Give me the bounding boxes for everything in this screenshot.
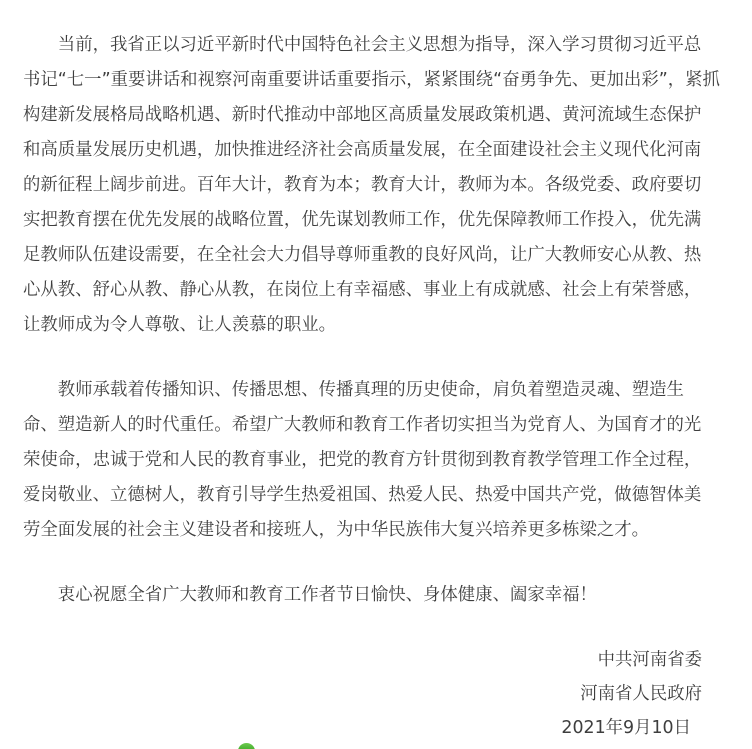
text-line: 教师承载着传播知识、传播思想、传播真理的历史使命，肩负着塑造灵魂、塑造生 [57, 380, 684, 400]
text-line: 书记“七一”重要讲话和视察河南重要讲话重要指示，紧紧围绕“奋勇争先、更加出彩”，紧抓 [23, 70, 720, 90]
signature-date: 2021年9月10日 [561, 718, 691, 738]
text-line: 的新征程上阔步前进。百年大计，教育为本；教育大计，教师为本。各级党委、政府要切 [23, 175, 702, 195]
text-line: 实把教育摆在优先发展的战略位置，优先谋划教师工作，优先保障教师工作投入，优先满 [23, 210, 702, 230]
text-line: 爱岗敬业、立德树人，教育引导学生热爱祖国、热爱人民、热爱中国共产党，做德智体美 [23, 485, 702, 505]
paragraph-2 [23, 373, 717, 548]
signature-block [23, 643, 717, 745]
text-line: 让教师成为令人尊敬、让人羡慕的职业。 [23, 315, 337, 335]
text-line: 足教师队伍建设需要，在全社会大力倡导尊师重教的良好风尚，让广大教师安心从教、热 [23, 245, 702, 265]
text-line: 和高质量发展历史机遇，加快推进经济社会高质量发展，在全面建设社会主义现代化河南 [23, 140, 702, 160]
text-line: 衷心祝愿全省广大教师和教育工作者节日愉快、身体健康、阖家幸福！ [57, 585, 597, 605]
paragraph-1 [23, 28, 720, 343]
paragraph-3 [23, 578, 717, 613]
signature-org-government: 河南省人民政府 [580, 684, 702, 704]
signature-org-party: 中共河南省委 [597, 650, 702, 670]
text-line: 心从教、舒心从教、静心从教，在岗位上有幸福感、事业上有成就感、社会上有荣誉感， [23, 280, 702, 300]
text-line: 构建新发展格局战略机遇、新时代推动中部地区高质量发展政策机遇、黄河流域生态保护 [23, 105, 702, 125]
text-line: 荣使命，忠诚于党和人民的教育事业，把党的教育方针贯彻到教育教学管理工作全过程， [23, 450, 702, 470]
text-line: 劳全面发展的社会主义建设者和接班人，为中华民族伟大复兴培养更多栋梁之才。 [23, 520, 650, 540]
text-line: 当前，我省正以习近平新时代中国特色社会主义思想为指导，深入学习贯彻习近平总 [57, 35, 702, 55]
text-line: 命、塑造新人的时代重任。希望广大教师和教育工作者切实担当为党育人、为国育才的光 [23, 415, 702, 435]
